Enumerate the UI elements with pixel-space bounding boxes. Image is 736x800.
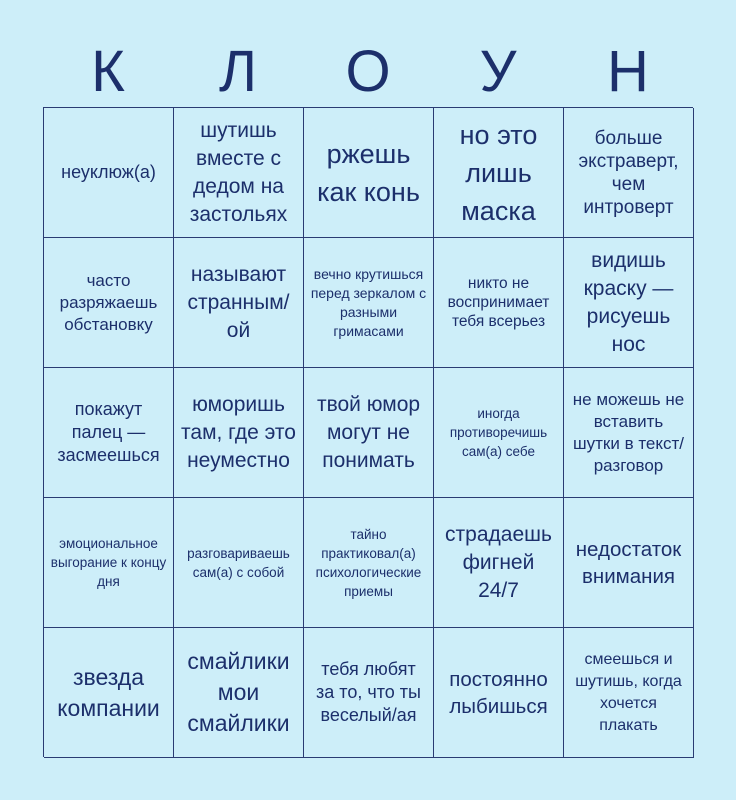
bingo-cell[interactable] [174, 628, 304, 758]
bingo-cell[interactable] [564, 498, 694, 628]
bingo-cell[interactable] [434, 628, 564, 758]
bingo-title [43, 40, 693, 104]
bingo-cell[interactable] [44, 368, 174, 498]
bingo-cell[interactable] [564, 368, 694, 498]
bingo-cell[interactable] [434, 498, 564, 628]
cell-text: разговариваешь сам(а) с собой [187, 545, 290, 580]
title-letter: Н [607, 39, 649, 104]
bingo-cell[interactable] [434, 238, 564, 368]
bingo-cell[interactable] [564, 628, 694, 758]
bingo-cell[interactable] [434, 368, 564, 498]
cell-text: эмоциональное выгорание к концу дня [50, 536, 167, 589]
cell-text: покажут палец — засмеешься [57, 399, 160, 465]
title-letter: О [345, 39, 391, 104]
cell-text: постоянно лыбишься [449, 667, 548, 718]
bingo-grid [43, 107, 693, 757]
bingo-cell[interactable] [174, 498, 304, 628]
cell-text: иногда противоречишь сам(а) себе [449, 406, 548, 459]
bingo-cell[interactable] [44, 628, 174, 758]
cell-text: юморишь там, где это неуместно [181, 392, 296, 472]
bingo-cell[interactable] [44, 498, 174, 628]
bingo-cell[interactable] [174, 368, 304, 498]
title-letter: Л [218, 39, 258, 104]
bingo-cell[interactable] [434, 108, 564, 238]
cell-text: не можешь не вставить шутки в текст/ разговор [572, 389, 685, 475]
cell-text: смеешься и шутишь, когда хочется плакать [575, 650, 682, 734]
cell-text: больше экстраверт, чем интроверт [578, 127, 679, 218]
bingo-cell[interactable] [44, 108, 174, 238]
cell-text: тебя любят за то, что ты веселый/ая [316, 659, 421, 725]
cell-text: но это лишь маска [459, 119, 538, 226]
title-letter: У [479, 39, 517, 104]
bingo-cell[interactable] [304, 368, 434, 498]
bingo-cell[interactable] [304, 628, 434, 758]
cell-text: ржешь как конь [317, 138, 420, 207]
cell-text: твой юмор могут не понимать [316, 392, 421, 472]
cell-text: шутишь вместе с дедом на застольях [189, 118, 288, 226]
bingo-cell[interactable] [564, 108, 694, 238]
bingo-cell[interactable] [304, 108, 434, 238]
title-letter: К [91, 39, 125, 104]
cell-text: звезда компании [57, 663, 160, 721]
cell-text: часто разряжаешь обстановку [59, 270, 158, 334]
bingo-cell[interactable] [174, 238, 304, 368]
cell-text: видишь краску — рисуешь нос [583, 248, 674, 356]
bingo-cell[interactable] [174, 108, 304, 238]
cell-text: неуклюж(а) [61, 162, 156, 182]
cell-text: страдаешь фигней 24/7 [445, 522, 552, 602]
cell-text: называют странным/ой [187, 262, 290, 342]
cell-text: тайно практиковал(а) психологические приемы [315, 526, 422, 599]
cell-text: смайлики мои смайлики [187, 648, 290, 736]
cell-text: вечно крутишься перед зеркалом с разными гримасами [310, 265, 427, 339]
bingo-cell[interactable] [564, 238, 694, 368]
bingo-cell[interactable] [304, 238, 434, 368]
cell-text: никто не воспринимает тебя всерьез [447, 275, 550, 330]
bingo-cell[interactable] [304, 498, 434, 628]
bingo-cell[interactable] [44, 238, 174, 368]
cell-text: недостаток внимания [575, 537, 682, 588]
